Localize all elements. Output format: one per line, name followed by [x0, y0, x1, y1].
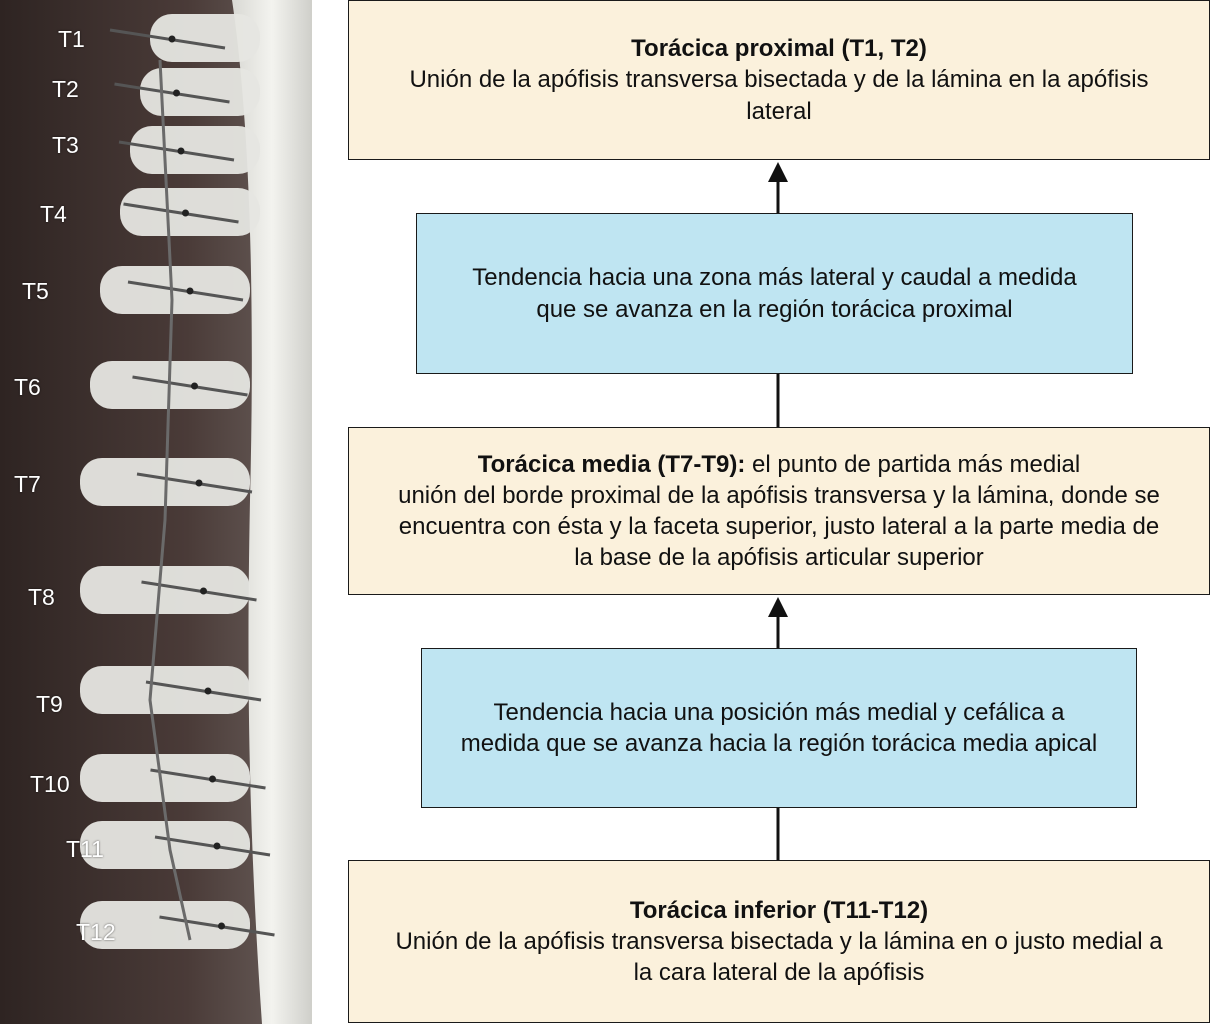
- vertebra-label-T6: T6: [14, 374, 41, 400]
- box-trend-lateral: [416, 213, 1133, 374]
- entry-point-T7: [196, 480, 203, 487]
- box-thoracic-media-text: unión del borde proximal de la apófisis transversa y la lámina, donde se encuentra con ésta y la faceta superior, justo lateral a la parte media de la base de la apófisis articular superior: [398, 481, 1160, 572]
- entry-point-T9: [205, 688, 212, 695]
- entry-point-T8: [200, 588, 207, 595]
- arrow-up-icon: [768, 597, 788, 617]
- box-thoracic-inferior-title: Torácica inferior (T11-T12): [629, 896, 929, 924]
- box-thoracic-media-title-rest: el punto de partida más medial: [745, 450, 1081, 478]
- spine-illustration: [0, 0, 312, 1024]
- vertebra-label-T10: T10: [30, 771, 70, 797]
- box-trend-medial-text: Tendencia hacia una posición más medial y cefálica a medida que se avanza hacia la región torácica media apical: [460, 698, 1098, 757]
- vertebra-label-T12: T12: [76, 919, 116, 945]
- entry-point-T11: [214, 843, 221, 850]
- entry-point-T4: [182, 210, 189, 217]
- transverse-process-T3: [130, 126, 260, 174]
- transverse-process-T9: [80, 666, 250, 714]
- vertebra-label-T2: T2: [52, 76, 79, 102]
- vertebra-label-T7: T7: [14, 471, 41, 497]
- transverse-process-T10: [80, 754, 250, 802]
- box-thoracic-media: [348, 427, 1210, 595]
- entry-point-T3: [178, 148, 185, 155]
- vertebra-label-T8: T8: [28, 584, 55, 610]
- box-thoracic-media-title: Torácica media (T7-T9):: [477, 450, 746, 478]
- entry-point-T2: [173, 90, 180, 97]
- vertebra-label-T4: T4: [40, 201, 67, 227]
- vertebra-label-T1: T1: [58, 26, 85, 52]
- entry-point-T12: [218, 923, 225, 930]
- box-thoracic-media-heading: [478, 449, 1081, 480]
- arrow-up-icon: [768, 162, 788, 182]
- box-thoracic-proximal-title: Torácica proximal (T1, T2): [631, 35, 927, 63]
- vertebra-label-T9: T9: [36, 691, 63, 717]
- vertebra-label-T5: T5: [22, 278, 49, 304]
- vertebra-label-T11: T11: [66, 836, 104, 862]
- entry-point-T1: [169, 36, 176, 43]
- box-thoracic-proximal-text: Unión de la apófisis transversa bisectada y de la lámina en la apófisis lateral: [409, 66, 1149, 125]
- box-thoracic-proximal: [348, 0, 1210, 160]
- transverse-process-T4: [120, 188, 260, 236]
- entry-point-T10: [209, 776, 216, 783]
- entry-point-T5: [187, 288, 194, 295]
- box-trend-lateral-text: Tendencia hacia una zona más lateral y caudal a medida que se avanza en la región torácica proximal: [472, 264, 1077, 323]
- box-trend-medial: [421, 648, 1137, 808]
- transverse-process-T8: [80, 566, 250, 614]
- vertebra-label-T3: T3: [52, 132, 79, 158]
- transverse-process-T11: [80, 821, 250, 869]
- box-thoracic-inferior: [348, 860, 1210, 1023]
- entry-point-T6: [191, 383, 198, 390]
- box-thoracic-inferior-text: Unión de la apófisis transversa bisectada y la lámina en o justo medial a la cara lateral de la apófisis: [395, 927, 1163, 987]
